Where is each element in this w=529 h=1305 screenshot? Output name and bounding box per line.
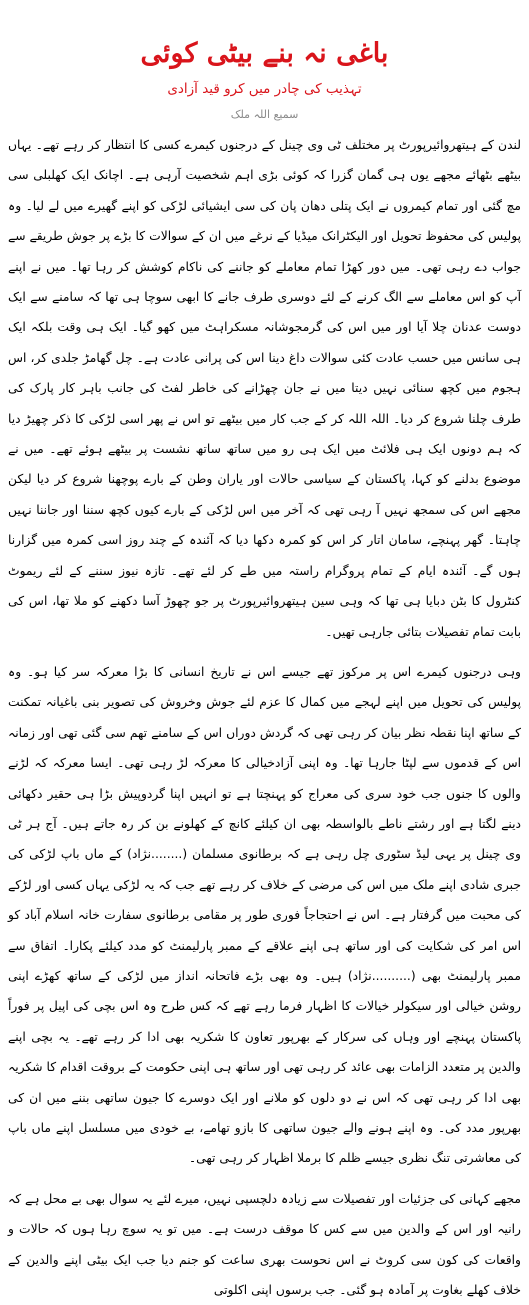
article-paragraph: مجھے کہانی کی جزئیات اور تفصیلات سے زیادہ دلچسپی نہیں، میرے لئے یہ سوال بھی بے محل ہے کہ رانیہ اور اس کے والدین میں سے کس کا موقف درست ہے۔ میں تو یہ سوچ رہا ہوں کہ حالات و واقعات کی کون سی کروٹ نے اس نحوست بھری ساعت کو جنم دیا جب ایک بیٹی اپنے والدین کے خلاف کھلے بغاوت پر آمادہ ہو گئی۔ جب برسوں اپنی اکلوتی — [8, 1191, 521, 1298]
article-subtitle: تہذیب کی چادر میں کرو قید آزادی — [167, 81, 362, 97]
article-paragraph: وہی درجنوں کیمرے اس پر مرکوز تھے جیسے اس نے تاریخ انسانی کا بڑا معرکہ سر کیا ہو۔ وہ پولیس کی تحویل میں اپنے لہجے میں کمال کا عزم لئے جوش وخروش کی تصویر بنی باغیانہ تمکنت کے ساتھ اپنا نقطہ نظر بیان کر رہی تھی کہ گردش دوراں اس کے سامنے تھم سی گئی تھی اور زمانہ اس کے قدموں سے لپٹا جارہا تھا۔ وہ اپنی آزادخیالی کا معرکہ لڑ رہی تھی۔ ایسا معرکہ کہ لڑنے والوں کا جنوں جب خود سری کی معراج کو پہنچتا ہے تو انہیں اپنا گردوپیش بڑا ہی حقیر دکھائی دینے لگتا ہے اور رشتے ناطے بالواسطہ بھی ان کیلئے کانچ کے کھلونے بن کر رہ جاتے ہیں۔ آج ہر ٹی وی چینل پر یہی لیڈ سٹوری چل رہی ہے کہ برطانوی مسلمان (........نژاد) کے ماں باپ لڑکی کی جبری شادی اپنے ملک میں اس کی مرضی کے خلاف کر رہے تھے جب کہ یہ لڑکی یہاں کسی اور لڑکے کی محبت میں گرفتار ہے۔ اس نے احتجاجاً فوری طور پر مقامی برطانوی سفارت خانہ اسلام آباد کو اس امر کی شکایت کی اور ساتھ ہی اپنے علاقے کے ممبر پارلیمنٹ کو مدد کیلئے پکارا۔ اتفاق سے ممبر پارلیمنٹ بھی (..........نژاد) ہیں۔ وہ بھی بڑے فاتحانہ انداز میں لڑکی کے ساتھ کھڑے اپنی روشن خیالی اور سیکولر خیالات کا اظہار فرما رہے تھے کہ کس طرح وہ اس بچی کی اپیل پر فوراً پاکستان پہنچے اور وہاں کی سرکار کے بھرپور تعاون کا شکریہ بھی ادا کر رہے تھے۔ یہ بچی اپنے والدین پر متعدد الزامات بھی عائد کر رہی تھی اور ساتھ ہی اپنی حکومت کے بروقت اقدام کا شکریہ بھی ادا کر رہی تھی کہ اس نے دو دلوں کو ملانے اور ایک دوسرے کا جیون ساتھی بننے میں ان کی بھرپور مدد کی۔ وہ اپنے ہونے والے جیون ساتھی کا بازو تھامے، بے خودی میں مسلسل اپنے ماں باپ کی معاشرتی تنگ نظری جیسے ظلم کا برملا اظہار کر رہی تھی۔ — [8, 664, 521, 1166]
author-byline: سمیع اللہ ملک — [230, 108, 299, 121]
article-body — [8, 130, 521, 1305]
article-paragraph: لندن کے ہیتھروائیرپورٹ پر مختلف ٹی وی چینل کے درجنوں کیمرے کسی کا انتظار کر رہے تھے۔ یہاں بیٹھے بٹھائے مجھے یوں ہی گمان گزرا کہ کوئی بڑی اہم شخصیت آرہی ہے۔ اچانک ایک کھلبلی سی مچ گئی اور تمام کیمروں نے ایک پتلی دھان پان کی سی ایشیائی لڑکی کو اپنے گھیرے میں لے لیا۔ وہ پولیس کی محفوظ تحویل اور الیکٹرانک میڈیا کے نرغے میں ان کے سوالات کا بڑے پر جوش طریقے سے جواب دے رہی تھی۔ میں دور کھڑا تمام معاملے کو جاننے کی ناکام کوشش کر رہا تھا۔ میں نے اپنے آپ کو اس معاملے سے الگ کرنے کے لئے دوسری طرف جانے کا ابھی سوچا ہی تھا کہ سامنے سے ایک دوست عدنان چلا آیا اور میں اس کی گرمجوشانہ مسکراہٹ میں کھو گیا۔ ایک ہی وقت بلکہ ایک ہی سانس میں حسب عادت کئی سوالات داغ دینا اس کی پرانی عادت ہے۔ چل گھامڑ جلدی کر، اس ہجوم میں کچھ سنائی نہیں دیتا میں نے جان چھڑانے کی خاطر لفٹ کی جانب باہر کار پارک کی طرف چلنا شروع کر دیا۔ اللہ اللہ کر کے جب کار میں بیٹھے تو اس نے پھر اسی لڑکی کا ذکر چھیڑ دیا کہ ہم دونوں ایک ہی فلائٹ میں ایک ہی رو میں ساتھ ساتھ نشست پر بیٹھے ہوئے تھے۔ میں نے موضوع بدلنے کو کہا، پاکستان کے سیاسی حالات اور یاران وطن کے بارے پوچھنا شروع کر دیا لیکن مجھے اس کی سمجھ نہیں آ رہی تھی کہ آخر میں اس لڑکی کے بارے کیوں کچھ سننا اور جاننا نہیں چاہتا۔ گھر پہنچے، سامان اتار کر اس کو کمرہ دکھا دیا کہ آئندہ کے چند روز اسی کمرہ میں گزارنا ہوں گے۔ آئندہ ایام کے تمام پروگرام راستہ میں طے کر لئے تھے۔ تازہ نیوز سننے کے لئے ریموٹ کنٹرول کا بٹن دبایا ہی تھا کہ وہی سین ہیتھروائیرپورٹ پر جو چھوڑ آسا دکھنے کو ملا تھا، اس کی بابت تمام تفصیلات بتائی جارہی تھیں۔ — [8, 138, 521, 639]
article-title: باغی نہ بنے بیٹی کوئی — [140, 38, 389, 69]
